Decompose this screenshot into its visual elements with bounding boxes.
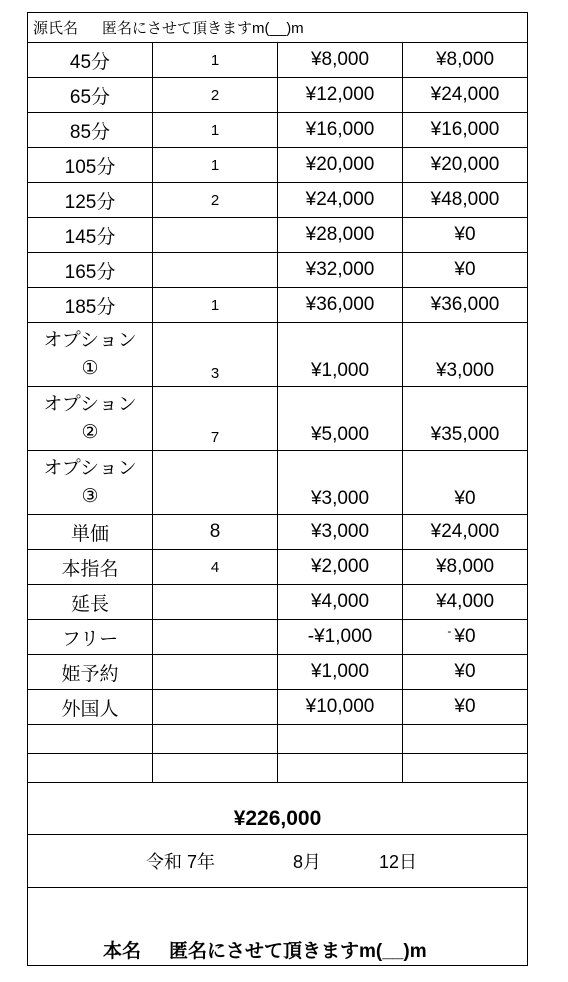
table-row <box>28 515 528 550</box>
table-row <box>28 253 528 288</box>
empty-cell <box>28 725 153 754</box>
table-row <box>28 43 528 78</box>
name-cell <box>28 13 528 43</box>
extra-subtotal: ¥0 <box>403 655 528 690</box>
item-unit-price: ¥36,000 <box>278 288 403 323</box>
option-subtotal: ¥3,000 <box>403 323 528 387</box>
item-unit-price: ¥28,000 <box>278 218 403 253</box>
empty-row <box>28 754 528 783</box>
option-qty: 3 <box>153 323 278 387</box>
item-label: 185分 <box>28 288 153 323</box>
option-label <box>28 323 153 387</box>
extra-subtotal: ¥24,000 <box>403 515 528 550</box>
date-month: 8月 <box>293 852 322 872</box>
extra-subtotal: ¥8,000 <box>403 550 528 585</box>
extra-subtotal: ¥4,000 <box>403 585 528 620</box>
empty-cell <box>278 754 403 783</box>
item-qty: 1 <box>153 148 278 183</box>
extra-label: 本指名 <box>28 550 153 585</box>
option-qty: 7 <box>153 387 278 451</box>
name-row <box>28 13 528 43</box>
table-row <box>28 550 528 585</box>
empty-cell <box>153 725 278 754</box>
item-qty <box>153 253 278 288</box>
item-unit-price: ¥16,000 <box>278 113 403 148</box>
option-row <box>28 387 528 451</box>
option-row <box>28 323 528 387</box>
total-row <box>28 783 528 835</box>
signature-row <box>28 888 528 966</box>
extra-unit-price: ¥4,000 <box>278 585 403 620</box>
signature-label: 本名 <box>103 941 142 962</box>
empty-row <box>28 725 528 754</box>
table-row <box>28 78 528 113</box>
item-unit-price: ¥8,000 <box>278 43 403 78</box>
item-qty: 2 <box>153 78 278 113</box>
extra-label: 単価 <box>28 515 153 550</box>
extra-subtotal: ¥0 <box>403 690 528 725</box>
extra-label: 外国人 <box>28 690 153 725</box>
extra-subtotal-value: ¥0 <box>454 626 476 647</box>
extra-label: 姫予約 <box>28 655 153 690</box>
item-qty: 1 <box>153 288 278 323</box>
table-row <box>28 113 528 148</box>
table-row <box>28 690 528 725</box>
option-unit-price: ¥3,000 <box>278 451 403 515</box>
item-subtotal: ¥36,000 <box>403 288 528 323</box>
extra-unit-price: -¥1,000 <box>278 620 403 655</box>
item-qty: 1 <box>153 113 278 148</box>
empty-cell <box>278 725 403 754</box>
item-unit-price: ¥12,000 <box>278 78 403 113</box>
item-unit-price: ¥32,000 <box>278 253 403 288</box>
extra-label: 延長 <box>28 585 153 620</box>
option-unit-price: ¥1,000 <box>278 323 403 387</box>
extra-label: フリー <box>28 620 153 655</box>
option-label-line1: オプション <box>43 393 137 415</box>
name-value: 匿名にさせて頂きますm(__)m <box>102 20 304 37</box>
empty-cell <box>28 754 153 783</box>
signature-cell <box>28 888 528 966</box>
item-unit-price: ¥24,000 <box>278 183 403 218</box>
table-row <box>28 288 528 323</box>
name-label: 源氏名 <box>33 20 79 37</box>
table-row <box>28 585 528 620</box>
table-row <box>28 620 528 655</box>
item-qty: 2 <box>153 183 278 218</box>
extra-qty <box>153 655 278 690</box>
empty-cell <box>403 725 528 754</box>
item-label: 105分 <box>28 148 153 183</box>
item-subtotal: ¥20,000 <box>403 148 528 183</box>
empty-cell <box>403 754 528 783</box>
table-row <box>28 655 528 690</box>
extra-qty <box>153 690 278 725</box>
item-subtotal: ¥16,000 <box>403 113 528 148</box>
extra-subtotal <box>403 620 528 655</box>
extra-unit-price: ¥1,000 <box>278 655 403 690</box>
option-label-line2: ① <box>81 357 99 379</box>
date-cell <box>28 835 528 888</box>
option-subtotal: ¥35,000 <box>403 387 528 451</box>
option-label <box>28 387 153 451</box>
item-qty: 1 <box>153 43 278 78</box>
item-label: 65分 <box>28 78 153 113</box>
date-day: 12日 <box>379 852 418 872</box>
item-label: 125分 <box>28 183 153 218</box>
option-qty <box>153 451 278 515</box>
extra-qty: 8 <box>153 515 278 550</box>
option-subtotal: ¥0 <box>403 451 528 515</box>
total-amount: ¥226,000 <box>28 783 528 835</box>
option-label-line1: オプション <box>43 457 137 479</box>
item-label: 165分 <box>28 253 153 288</box>
option-label-line2: ③ <box>81 485 99 507</box>
item-subtotal: ¥8,000 <box>403 43 528 78</box>
item-subtotal: ¥0 <box>403 253 528 288</box>
extra-unit-price: ¥3,000 <box>278 515 403 550</box>
option-label-line1: オプション <box>43 329 137 351</box>
option-label-line2: ② <box>81 421 99 443</box>
item-subtotal: ¥48,000 <box>403 183 528 218</box>
item-qty <box>153 218 278 253</box>
date-row <box>28 835 528 888</box>
table-row <box>28 183 528 218</box>
extra-qty <box>153 620 278 655</box>
option-unit-price: ¥5,000 <box>278 387 403 451</box>
option-row <box>28 451 528 515</box>
item-subtotal: ¥0 <box>403 218 528 253</box>
item-subtotal: ¥24,000 <box>403 78 528 113</box>
subtotal-with-dash <box>447 624 476 648</box>
table-row <box>28 218 528 253</box>
dash-prefix: - <box>447 624 452 638</box>
invoice-sheet <box>27 12 528 966</box>
item-unit-price: ¥20,000 <box>278 148 403 183</box>
date-era-year: 令和 7年 <box>146 852 216 872</box>
empty-cell <box>153 754 278 783</box>
table-row <box>28 148 528 183</box>
extra-qty: 4 <box>153 550 278 585</box>
option-label <box>28 451 153 515</box>
extra-unit-price: ¥10,000 <box>278 690 403 725</box>
item-label: 145分 <box>28 218 153 253</box>
extra-unit-price: ¥2,000 <box>278 550 403 585</box>
item-label: 85分 <box>28 113 153 148</box>
signature-value: 匿名にさせて頂きますm(__)m <box>169 941 427 962</box>
item-label: 45分 <box>28 43 153 78</box>
extra-qty <box>153 585 278 620</box>
